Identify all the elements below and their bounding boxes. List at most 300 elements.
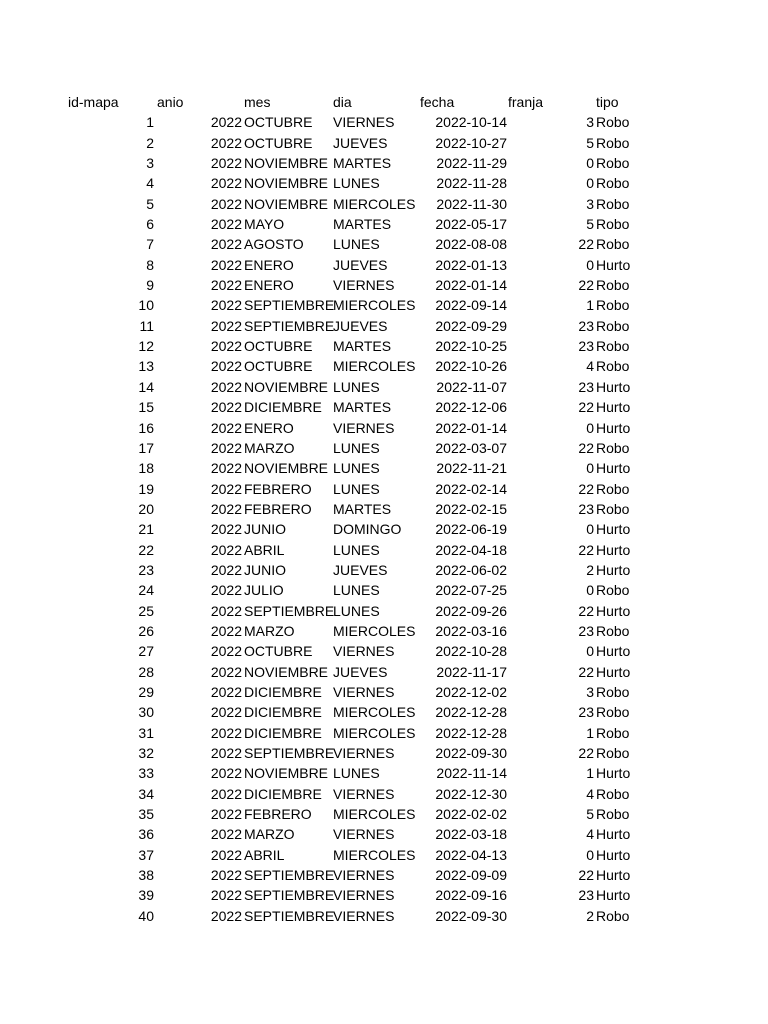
cell-tipo: Robo xyxy=(596,114,630,131)
cell-tipo: Robo xyxy=(596,216,630,233)
cell-mes: FEBRERO xyxy=(244,480,312,497)
table-row xyxy=(0,540,768,560)
cell-franja: 22 xyxy=(578,663,594,680)
cell-dia: VIERNES xyxy=(333,826,395,843)
cell-franja: 0 xyxy=(586,419,594,436)
cell-id-mapa: 40 xyxy=(138,907,154,924)
cell-dia: JUEVES xyxy=(333,561,388,578)
cell-franja: 23 xyxy=(578,338,594,355)
cell-mes: DICIEMBRE xyxy=(244,399,322,416)
table-row xyxy=(0,295,768,315)
cell-anio: 2022 xyxy=(210,236,242,253)
cell-franja: 1 xyxy=(586,724,594,741)
cell-dia: VIERNES xyxy=(333,745,395,761)
cell-fecha: 2022-10-28 xyxy=(435,643,507,660)
cell-id-mapa: 22 xyxy=(138,541,154,558)
cell-dia: MARTES xyxy=(333,399,392,416)
cell-dia: LUNES xyxy=(333,236,380,253)
cell-franja: 0 xyxy=(586,460,594,477)
cell-tipo: Robo xyxy=(596,683,630,700)
cell-franja: 3 xyxy=(586,114,594,131)
cell-tipo: Hurto xyxy=(596,643,631,660)
cell-franja: 22 xyxy=(578,439,594,456)
cell-dia: LUNES xyxy=(333,765,380,782)
table-row xyxy=(0,723,768,743)
cell-mes: FEBRERO xyxy=(244,806,312,823)
cell-fecha: 2022-10-26 xyxy=(435,358,507,375)
cell-anio: 2022 xyxy=(210,907,242,924)
cell-franja: 22 xyxy=(578,277,594,294)
cell-dia: JUEVES xyxy=(333,317,388,334)
cell-dia: LUNES xyxy=(333,378,380,395)
cell-tipo: Robo xyxy=(596,704,630,721)
cell-id-mapa: 21 xyxy=(138,521,154,538)
cell-dia: LUNES xyxy=(333,480,380,497)
cell-dia: MIERCOLES xyxy=(333,724,416,741)
cell-franja: 0 xyxy=(586,846,594,863)
cell-fecha: 2022-12-30 xyxy=(435,785,507,802)
cell-tipo: Robo xyxy=(596,907,630,924)
cell-mes: MARZO xyxy=(244,622,295,639)
cell-franja: 3 xyxy=(586,195,594,212)
cell-fecha: 2022-09-14 xyxy=(435,297,507,314)
cell-mes: OCTUBRE xyxy=(244,338,313,355)
cell-tipo: Robo xyxy=(596,724,630,741)
cell-fecha: 2022-10-25 xyxy=(435,338,507,355)
cell-id-mapa: 25 xyxy=(138,602,154,619)
cell-id-mapa: 24 xyxy=(138,582,154,599)
header-id-mapa: id-mapa xyxy=(68,94,119,110)
cell-anio: 2022 xyxy=(210,419,242,436)
cell-mes: DICIEMBRE xyxy=(244,724,322,741)
table-row xyxy=(0,255,768,275)
cell-dia: MIERCOLES xyxy=(333,704,416,721)
cell-franja: 23 xyxy=(578,500,594,517)
cell-anio: 2022 xyxy=(210,155,242,172)
table-row xyxy=(0,458,768,478)
cell-franja: 2 xyxy=(586,561,594,578)
table-row xyxy=(0,316,768,336)
cell-mes: NOVIEMBRE xyxy=(244,460,329,477)
table-row xyxy=(0,336,768,356)
cell-franja: 23 xyxy=(578,622,594,639)
cell-anio: 2022 xyxy=(210,399,242,416)
cell-anio: 2022 xyxy=(210,541,242,558)
cell-mes: MARZO xyxy=(244,826,295,843)
table-row xyxy=(0,519,768,539)
cell-mes: MARZO xyxy=(244,439,295,456)
cell-franja: 23 xyxy=(578,887,594,904)
cell-tipo: Robo xyxy=(596,175,630,192)
table-row xyxy=(0,153,768,173)
cell-fecha: 2022-09-26 xyxy=(435,602,507,619)
cell-id-mapa: 13 xyxy=(138,358,154,375)
cell-dia: MIERCOLES xyxy=(333,297,416,314)
cell-id-mapa: 14 xyxy=(138,378,154,395)
cell-tipo: Robo xyxy=(596,358,630,375)
cell-dia: MARTES xyxy=(333,155,392,172)
cell-franja: 22 xyxy=(578,541,594,558)
cell-anio: 2022 xyxy=(210,582,242,599)
cell-fecha: 2022-12-28 xyxy=(435,724,507,741)
table-row xyxy=(0,885,768,905)
cell-mes: ENERO xyxy=(244,419,294,436)
cell-id-mapa: 17 xyxy=(138,439,154,456)
cell-franja: 22 xyxy=(578,745,594,761)
cell-fecha: 2022-12-06 xyxy=(435,399,507,416)
header-mes: mes xyxy=(244,94,271,110)
cell-tipo: Robo xyxy=(596,134,630,151)
cell-tipo: Robo xyxy=(596,785,630,802)
cell-anio: 2022 xyxy=(210,195,242,212)
cell-fecha: 2022-03-18 xyxy=(435,826,507,843)
cell-dia: DOMINGO xyxy=(333,521,402,538)
table-row xyxy=(0,804,768,824)
cell-id-mapa: 8 xyxy=(146,256,154,273)
cell-franja: 5 xyxy=(586,134,594,151)
table-row xyxy=(0,499,768,519)
cell-fecha: 2022-05-17 xyxy=(435,216,507,233)
cell-fecha: 2022-11-30 xyxy=(436,195,507,212)
cell-mes: JUNIO xyxy=(244,521,286,538)
cell-dia: LUNES xyxy=(333,460,380,477)
cell-id-mapa: 23 xyxy=(138,561,154,578)
cell-anio: 2022 xyxy=(210,704,242,721)
cell-fecha: 2022-11-21 xyxy=(436,460,507,477)
cell-tipo: Robo xyxy=(596,439,630,456)
cell-tipo: Robo xyxy=(596,622,630,639)
cell-fecha: 2022-09-16 xyxy=(435,887,507,904)
cell-mes: OCTUBRE xyxy=(244,114,313,131)
cell-tipo: Robo xyxy=(596,236,630,253)
cell-tipo: Hurto xyxy=(596,867,631,884)
cell-franja: 23 xyxy=(578,378,594,395)
cell-mes: MAYO xyxy=(244,216,285,233)
cell-dia: VIERNES xyxy=(333,683,395,700)
cell-fecha: 2022-02-02 xyxy=(435,806,507,823)
cell-dia: MIERCOLES xyxy=(333,622,416,639)
cell-id-mapa: 26 xyxy=(138,622,154,639)
cell-fecha: 2022-01-14 xyxy=(435,277,507,294)
table-row xyxy=(0,682,768,702)
cell-anio: 2022 xyxy=(210,460,242,477)
cell-id-mapa: 34 xyxy=(138,785,154,802)
table-row xyxy=(0,194,768,214)
header-franja: franja xyxy=(508,94,544,110)
cell-tipo: Hurto xyxy=(596,846,631,863)
cell-dia: VIERNES xyxy=(333,867,395,884)
cell-id-mapa: 32 xyxy=(138,745,154,761)
cell-anio: 2022 xyxy=(210,500,242,517)
table-row xyxy=(0,906,768,926)
header-fecha: fecha xyxy=(420,94,455,110)
cell-tipo: Robo xyxy=(596,806,630,823)
table-row xyxy=(0,133,768,153)
cell-anio: 2022 xyxy=(210,602,242,619)
table-row xyxy=(0,601,768,621)
table-row xyxy=(0,275,768,295)
cell-mes: NOVIEMBRE xyxy=(244,765,329,782)
cell-fecha: 2022-07-25 xyxy=(435,582,507,599)
cell-tipo: Robo xyxy=(596,155,630,172)
cell-fecha: 2022-09-29 xyxy=(435,317,507,334)
cell-id-mapa: 9 xyxy=(146,277,154,294)
cell-id-mapa: 35 xyxy=(138,806,154,823)
cell-mes: SEPTIEMBRE xyxy=(244,297,335,314)
cell-mes: JUNIO xyxy=(244,561,286,578)
cell-mes: ABRIL xyxy=(244,541,285,558)
cell-mes: SEPTIEMBRE xyxy=(244,317,335,334)
cell-id-mapa: 10 xyxy=(138,297,154,314)
table-row xyxy=(0,580,768,600)
cell-dia: JUEVES xyxy=(333,134,388,151)
table-row xyxy=(0,865,768,885)
cell-fecha: 2022-09-30 xyxy=(435,745,507,761)
cell-id-mapa: 2 xyxy=(146,134,154,151)
cell-id-mapa: 6 xyxy=(146,216,154,233)
table-row xyxy=(0,743,768,763)
cell-franja: 0 xyxy=(586,582,594,599)
cell-anio: 2022 xyxy=(210,561,242,578)
cell-dia: MIERCOLES xyxy=(333,358,416,375)
cell-fecha: 2022-11-28 xyxy=(436,175,507,192)
cell-dia: MARTES xyxy=(333,500,392,517)
cell-dia: JUEVES xyxy=(333,256,388,273)
cell-anio: 2022 xyxy=(210,358,242,375)
cell-dia: MARTES xyxy=(333,338,392,355)
cell-anio: 2022 xyxy=(210,622,242,639)
cell-fecha: 2022-11-29 xyxy=(436,155,507,172)
cell-franja: 23 xyxy=(578,704,594,721)
table-body xyxy=(0,112,768,926)
cell-tipo: Robo xyxy=(596,500,630,517)
cell-id-mapa: 29 xyxy=(138,683,154,700)
cell-tipo: Hurto xyxy=(596,256,631,273)
cell-id-mapa: 7 xyxy=(146,236,154,253)
cell-anio: 2022 xyxy=(210,277,242,294)
cell-dia: JUEVES xyxy=(333,663,388,680)
cell-tipo: Hurto xyxy=(596,521,631,538)
cell-fecha: 2022-06-02 xyxy=(435,561,507,578)
cell-id-mapa: 28 xyxy=(138,663,154,680)
table-row xyxy=(0,763,768,783)
table-row xyxy=(0,214,768,234)
cell-mes: AGOSTO xyxy=(244,236,304,253)
cell-mes: ENERO xyxy=(244,256,294,273)
table-row xyxy=(0,662,768,682)
cell-fecha: 2022-11-07 xyxy=(436,378,507,395)
cell-tipo: Robo xyxy=(596,297,630,314)
cell-anio: 2022 xyxy=(210,724,242,741)
table-row xyxy=(0,418,768,438)
cell-tipo: Hurto xyxy=(596,399,631,416)
cell-anio: 2022 xyxy=(210,826,242,843)
cell-franja: 22 xyxy=(578,602,594,619)
cell-mes: FEBRERO xyxy=(244,500,312,517)
cell-anio: 2022 xyxy=(210,317,242,334)
cell-mes: SEPTIEMBRE xyxy=(244,867,335,884)
table-row xyxy=(0,641,768,661)
cell-franja: 1 xyxy=(586,765,594,782)
header-anio: anio xyxy=(157,94,184,110)
cell-tipo: Hurto xyxy=(596,419,631,436)
table-row xyxy=(0,397,768,417)
cell-fecha: 2022-02-14 xyxy=(435,480,507,497)
cell-mes: JULIO xyxy=(244,582,284,599)
cell-anio: 2022 xyxy=(210,785,242,802)
cell-mes: SEPTIEMBRE xyxy=(244,907,335,924)
cell-dia: MIERCOLES xyxy=(333,806,416,823)
table-row xyxy=(0,702,768,722)
cell-mes: DICIEMBRE xyxy=(244,704,322,721)
cell-fecha: 2022-10-27 xyxy=(435,134,507,151)
table-row xyxy=(0,784,768,804)
cell-tipo: Hurto xyxy=(596,541,631,558)
cell-anio: 2022 xyxy=(210,378,242,395)
cell-franja: 22 xyxy=(578,399,594,416)
cell-anio: 2022 xyxy=(210,765,242,782)
cell-fecha: 2022-11-17 xyxy=(436,663,507,680)
cell-id-mapa: 5 xyxy=(146,195,154,212)
cell-fecha: 2022-09-09 xyxy=(435,867,507,884)
cell-fecha: 2022-06-19 xyxy=(435,521,507,538)
cell-anio: 2022 xyxy=(210,297,242,314)
cell-fecha: 2022-03-07 xyxy=(435,439,507,456)
cell-mes: NOVIEMBRE xyxy=(244,378,329,395)
cell-id-mapa: 33 xyxy=(138,765,154,782)
cell-dia: VIERNES xyxy=(333,114,395,131)
cell-mes: ABRIL xyxy=(244,846,285,863)
cell-id-mapa: 20 xyxy=(138,500,154,517)
cell-fecha: 2022-11-14 xyxy=(436,765,507,782)
cell-anio: 2022 xyxy=(210,521,242,538)
cell-dia: LUNES xyxy=(333,541,380,558)
cell-franja: 0 xyxy=(586,175,594,192)
cell-id-mapa: 19 xyxy=(138,480,154,497)
cell-franja: 5 xyxy=(586,806,594,823)
cell-franja: 23 xyxy=(578,317,594,334)
cell-franja: 5 xyxy=(586,216,594,233)
table-row xyxy=(0,112,768,132)
cell-mes: ENERO xyxy=(244,277,294,294)
cell-tipo: Hurto xyxy=(596,602,631,619)
cell-tipo: Hurto xyxy=(596,460,631,477)
cell-id-mapa: 15 xyxy=(138,399,154,416)
cell-franja: 0 xyxy=(586,155,594,172)
table-row xyxy=(0,479,768,499)
cell-anio: 2022 xyxy=(210,683,242,700)
cell-dia: LUNES xyxy=(333,439,380,456)
cell-mes: OCTUBRE xyxy=(244,134,313,151)
cell-fecha: 2022-09-30 xyxy=(435,907,507,924)
cell-dia: VIERNES xyxy=(333,887,395,904)
cell-id-mapa: 18 xyxy=(138,460,154,477)
cell-id-mapa: 39 xyxy=(138,887,154,904)
cell-id-mapa: 30 xyxy=(138,704,154,721)
table-row xyxy=(0,377,768,397)
cell-mes: DICIEMBRE xyxy=(244,785,322,802)
cell-anio: 2022 xyxy=(210,114,242,131)
cell-anio: 2022 xyxy=(210,806,242,823)
cell-mes: NOVIEMBRE xyxy=(244,663,329,680)
cell-mes: OCTUBRE xyxy=(244,643,313,660)
cell-anio: 2022 xyxy=(210,256,242,273)
cell-tipo: Robo xyxy=(596,195,630,212)
cell-franja: 3 xyxy=(586,683,594,700)
cell-fecha: 2022-04-13 xyxy=(435,846,507,863)
cell-franja: 0 xyxy=(586,256,594,273)
cell-anio: 2022 xyxy=(210,663,242,680)
table-header-row xyxy=(0,92,768,112)
cell-dia: LUNES xyxy=(333,175,380,192)
cell-tipo: Robo xyxy=(596,745,630,761)
table-row xyxy=(0,824,768,844)
cell-anio: 2022 xyxy=(210,846,242,863)
cell-tipo: Hurto xyxy=(596,826,631,843)
cell-mes: DICIEMBRE xyxy=(244,683,322,700)
cell-tipo: Hurto xyxy=(596,887,631,904)
cell-franja: 22 xyxy=(578,236,594,253)
cell-mes: NOVIEMBRE xyxy=(244,155,329,172)
cell-tipo: Robo xyxy=(596,582,630,599)
table-row xyxy=(0,845,768,865)
cell-franja: 4 xyxy=(586,358,594,375)
cell-tipo: Hurto xyxy=(596,765,631,782)
cell-dia: VIERNES xyxy=(333,277,395,294)
cell-dia: VIERNES xyxy=(333,785,395,802)
cell-franja: 4 xyxy=(586,826,594,843)
cell-dia: VIERNES xyxy=(333,643,395,660)
cell-anio: 2022 xyxy=(210,867,242,884)
cell-anio: 2022 xyxy=(210,338,242,355)
cell-id-mapa: 1 xyxy=(146,114,154,131)
table-row xyxy=(0,438,768,458)
cell-mes: NOVIEMBRE xyxy=(244,195,329,212)
table-row xyxy=(0,234,768,254)
cell-tipo: Robo xyxy=(596,317,630,334)
cell-dia: MARTES xyxy=(333,216,392,233)
cell-dia: LUNES xyxy=(333,602,380,619)
cell-tipo: Hurto xyxy=(596,378,631,395)
table-row xyxy=(0,173,768,193)
header-tipo: tipo xyxy=(596,94,619,110)
cell-anio: 2022 xyxy=(210,643,242,660)
cell-id-mapa: 31 xyxy=(138,724,154,741)
cell-tipo: Robo xyxy=(596,277,630,294)
cell-anio: 2022 xyxy=(210,745,242,761)
cell-tipo: Robo xyxy=(596,480,630,497)
cell-fecha: 2022-12-02 xyxy=(435,683,507,700)
cell-franja: 22 xyxy=(578,480,594,497)
table-row xyxy=(0,560,768,580)
cell-anio: 2022 xyxy=(210,216,242,233)
cell-fecha: 2022-12-28 xyxy=(435,704,507,721)
cell-dia: VIERNES xyxy=(333,419,395,436)
cell-franja: 4 xyxy=(586,785,594,802)
cell-id-mapa: 37 xyxy=(138,846,154,863)
cell-anio: 2022 xyxy=(210,887,242,904)
cell-id-mapa: 36 xyxy=(138,826,154,843)
cell-mes: OCTUBRE xyxy=(244,358,313,375)
cell-fecha: 2022-04-18 xyxy=(435,541,507,558)
cell-franja: 22 xyxy=(578,867,594,884)
cell-id-mapa: 16 xyxy=(138,419,154,436)
cell-franja: 2 xyxy=(586,907,594,924)
cell-fecha: 2022-01-14 xyxy=(435,419,507,436)
cell-dia: MIERCOLES xyxy=(333,846,416,863)
cell-mes: SEPTIEMBRE xyxy=(244,602,335,619)
cell-mes: SEPTIEMBRE xyxy=(244,887,335,904)
